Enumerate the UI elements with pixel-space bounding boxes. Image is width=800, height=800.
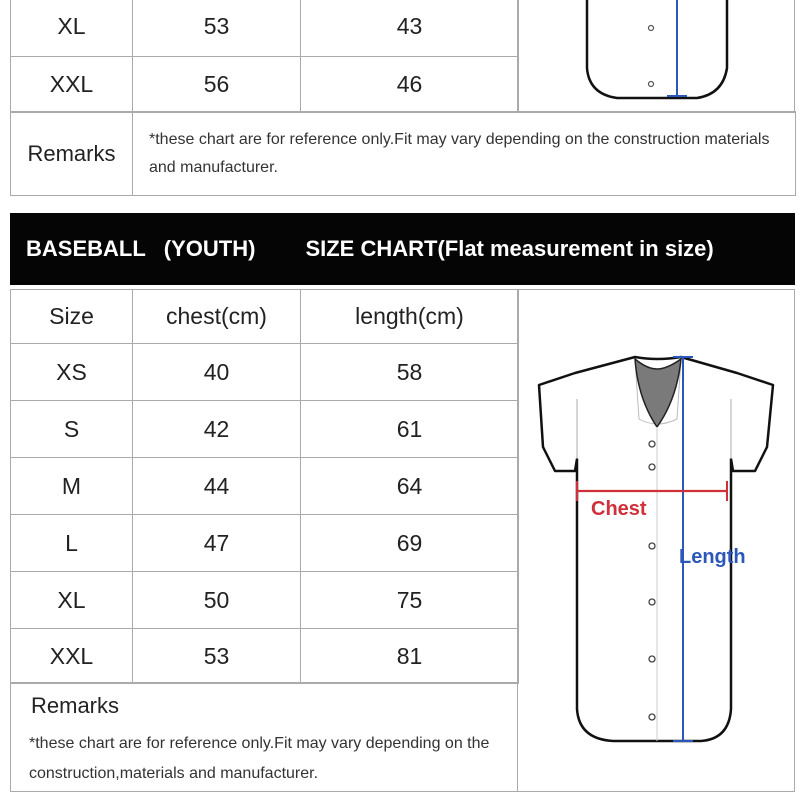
table-row [11, 629, 519, 684]
table-row [11, 57, 519, 113]
chest-cell: 44 [133, 458, 301, 515]
chest-cell: 53 [133, 629, 301, 684]
length-cell: 75 [301, 572, 519, 629]
adult-jersey-diagram [517, 0, 795, 113]
size-cell: XL [11, 572, 133, 629]
table-row [11, 0, 519, 57]
remarks-text: *these chart are for reference only.Fit may vary depending on the construction materials and manufacturer. [133, 112, 796, 196]
chest-cell: 56 [133, 57, 301, 113]
length-label: Length [679, 546, 746, 568]
size-cell: S [11, 401, 133, 458]
youth-remarks-box [10, 682, 518, 792]
chest-label: Chest [591, 498, 647, 520]
chest-cell: 42 [133, 401, 301, 458]
youth-size-table [10, 289, 519, 684]
length-cell: 46 [301, 57, 519, 113]
chest-cell: 47 [133, 515, 301, 572]
banner-group: (YOUTH) [163, 236, 256, 261]
youth-size-chart-banner [10, 213, 795, 285]
table-row [11, 572, 519, 629]
length-header: length(cm) [301, 290, 519, 344]
chest-cell: 53 [133, 0, 301, 57]
chest-header: chest(cm) [133, 290, 301, 344]
chest-cell: 50 [133, 572, 301, 629]
length-cell: 64 [301, 458, 519, 515]
table-row [11, 458, 519, 515]
size-cell: XL [11, 0, 133, 57]
table-row [11, 344, 519, 401]
size-cell: XXL [11, 629, 133, 684]
banner-chart-title: SIZE CHART(Flat measurement in size) [305, 236, 714, 261]
remarks-label: Remarks [31, 693, 120, 718]
adult-size-table [10, 0, 519, 113]
length-cell: 43 [301, 0, 519, 57]
size-cell: M [11, 458, 133, 515]
remarks-text: *these chart are for reference only.Fit may vary depending on the construction,materials and manufacturer. [29, 735, 490, 782]
size-cell: L [11, 515, 133, 572]
table-row [11, 515, 519, 572]
remarks-label: Remarks [11, 112, 133, 196]
length-cell: 81 [301, 629, 519, 684]
youth-jersey-diagram [517, 289, 795, 792]
banner-category: BASEBALL [26, 236, 146, 261]
table-header-row [11, 290, 519, 344]
adult-remarks-row [10, 111, 796, 196]
size-header: Size [11, 290, 133, 344]
table-row [11, 401, 519, 458]
chest-cell: 40 [133, 344, 301, 401]
size-cell: XS [11, 344, 133, 401]
size-cell: XXL [11, 57, 133, 113]
length-cell: 69 [301, 515, 519, 572]
length-cell: 61 [301, 401, 519, 458]
length-cell: 58 [301, 344, 519, 401]
